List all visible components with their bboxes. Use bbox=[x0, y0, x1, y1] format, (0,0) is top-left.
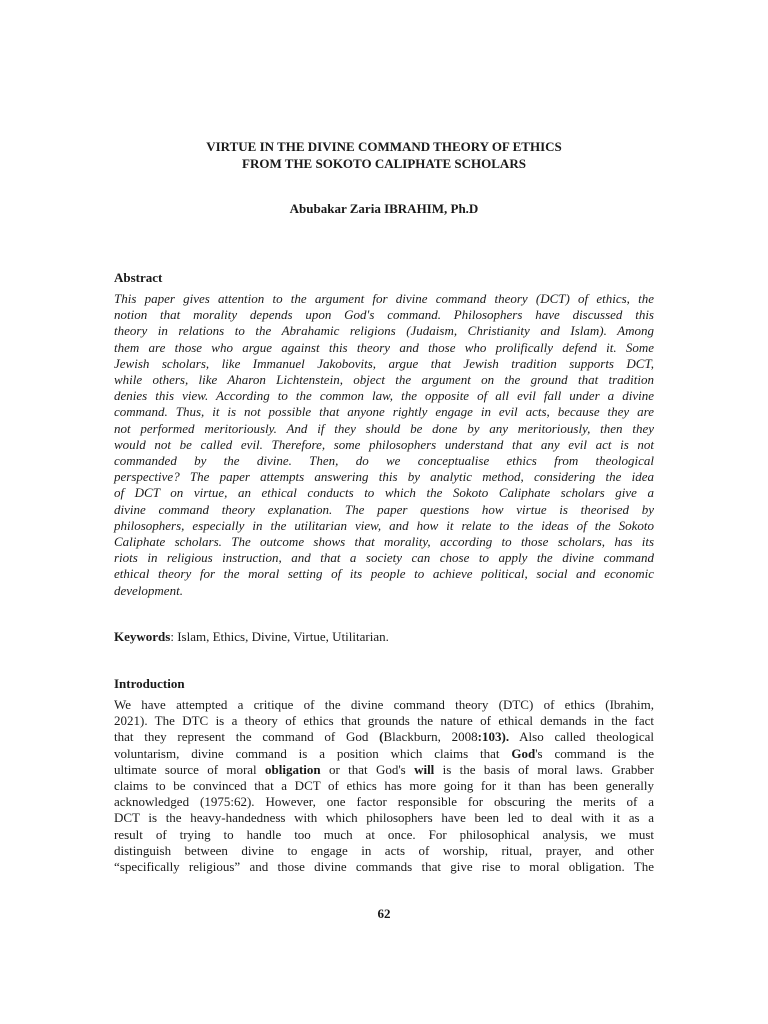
intro-line: claims to be convinced that a DCT of ethics has more going for it than has been generally bbox=[114, 778, 654, 794]
abstract-line: not performed meritoriously. And if they should be done by any meritoriously, then they bbox=[114, 420, 654, 436]
abstract-line: Caliphate scholars. The outcome shows that morality, according to those scholars, has its bbox=[114, 534, 654, 550]
intro-bold: obligation bbox=[265, 761, 321, 777]
abstract-heading: Abstract bbox=[114, 270, 163, 285]
abstract-line: divine command theory explanation. The paper questions how virtue is theorised by bbox=[114, 501, 654, 517]
intro-line bbox=[114, 762, 654, 778]
abstract-line: commanded by the divine. Then, do we conceptualise ethics from theological bbox=[114, 453, 654, 469]
paper-title bbox=[114, 138, 654, 172]
introduction-heading: Introduction bbox=[114, 676, 185, 691]
abstract-line: perspective? The paper attempts answering this by analytic method, considering the idea bbox=[114, 469, 654, 485]
abstract-body bbox=[114, 291, 654, 599]
intro-line bbox=[114, 746, 654, 762]
intro-text: or that God's bbox=[320, 761, 415, 777]
intro-bold: :103). bbox=[477, 729, 510, 745]
abstract-line: of DCT on virtue, an ethical conducts to which the Sokoto Caliphate scholars give a bbox=[114, 485, 654, 501]
intro-bold: God bbox=[511, 745, 536, 761]
abstract-line: This paper gives attention to the argument for divine command theory (DCT) of ethics, the bbox=[114, 291, 654, 306]
intro-line: result of trying to handle too much at once. For philosophical analysis, we must bbox=[114, 826, 654, 842]
abstract-line: development. bbox=[114, 582, 183, 598]
keywords-label: Keywords bbox=[114, 629, 171, 644]
title-line-2: FROM THE SOKOTO CALIPHATE SCHOLARS bbox=[242, 156, 526, 171]
abstract-line: Jewish scholars, like Immanuel Jakobovits, argue that Jewish tradition supports DCT, bbox=[114, 355, 654, 371]
intro-line: distinguish between divine to engage in acts of worship, ritual, prayer, and other bbox=[114, 842, 654, 858]
intro-text: that they represent the command of God bbox=[114, 729, 380, 745]
abstract-line: riots in religious instruction, and that a society can chose to apply the divine command bbox=[114, 550, 654, 566]
intro-text: 's command is the bbox=[535, 745, 655, 761]
intro-text: Also called theological bbox=[509, 729, 654, 745]
intro-text: ultimate source of moral bbox=[114, 761, 265, 777]
abstract-line: denies this view. According to the common law, the opposite of all evil fall under a divine bbox=[114, 388, 654, 404]
keywords bbox=[114, 628, 389, 645]
abstract-line: ethical theory for the moral setting of its people to achieve political, social and economic bbox=[114, 566, 654, 582]
introduction-body bbox=[114, 697, 654, 875]
intro-line: acknowledged (1975:62). However, one factor responsible for obscuring the merits of a bbox=[114, 794, 654, 810]
abstract-line: notion that morality depends upon God's command. Philosophers have discussed this bbox=[114, 307, 654, 323]
intro-bold: ( bbox=[379, 729, 384, 745]
intro-text: voluntarism, divine command is a position which claims that bbox=[114, 745, 500, 761]
abstract-line: would not be called evil. Therefore, some philosophers understand that any evil act is not bbox=[114, 436, 654, 452]
author-name: Abubakar Zaria IBRAHIM, Ph.D bbox=[289, 201, 479, 216]
intro-bold: will bbox=[414, 761, 435, 777]
abstract-line: theory in relations to the Abrahamic religions (Judaism, Christianity and Islam). Among bbox=[114, 323, 654, 339]
intro-line: 2021). The DTC is a theory of ethics that grounds the nature of ethical demands in the fact bbox=[114, 713, 654, 729]
page-number: 62 bbox=[377, 906, 391, 921]
intro-citation: Blackburn, 2008 bbox=[383, 729, 478, 745]
abstract-line: them are those who argue against this theory and those who prolifically defend it. Some bbox=[114, 339, 654, 355]
intro-line: We have attempted a critique of the divine command theory (DTC) of ethics (Ibrahim, bbox=[114, 697, 654, 712]
abstract-line: philosophers, especially in the utilitarian view, and how it relate to the ideas of the Sokoto bbox=[114, 517, 654, 533]
intro-line: DCT is the heavy-handedness with which philosophers have been led to deal with it as a bbox=[114, 810, 654, 826]
abstract-line: command. Thus, it is not possible that anyone rightly engage in evil acts, because they are bbox=[114, 404, 654, 420]
title-line-1: VIRTUE IN THE DIVINE COMMAND THEORY OF ETHICS bbox=[206, 139, 562, 154]
intro-text: is the basis of moral laws. Grabber bbox=[434, 761, 654, 777]
keywords-list: : Islam, Ethics, Divine, Virtue, Utilitarian. bbox=[170, 629, 389, 644]
abstract-line: while others, like Aharon Lichtenstein, object the argument on the ground that tradition bbox=[114, 372, 654, 388]
intro-line bbox=[114, 729, 654, 745]
intro-line: “specifically religious” and those divine commands that give rise to moral obligation. The bbox=[114, 859, 654, 875]
